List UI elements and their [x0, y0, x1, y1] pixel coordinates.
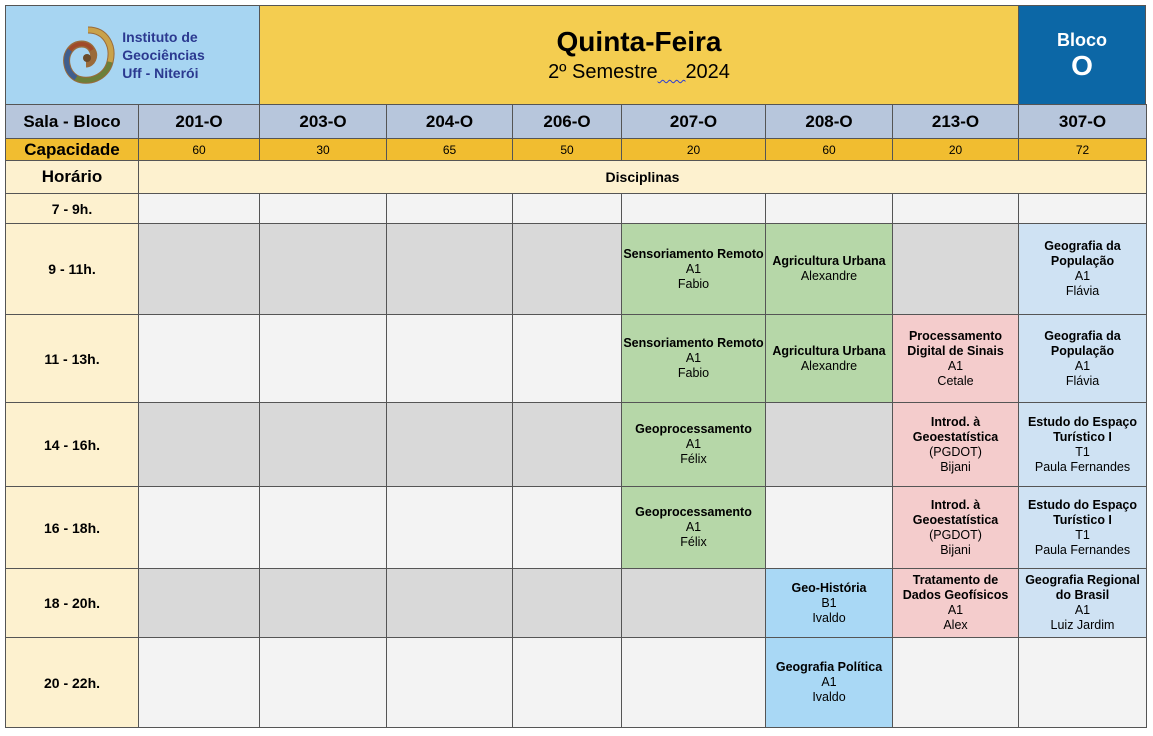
course-group: A1: [947, 603, 964, 617]
time-slot-label: [6, 487, 139, 569]
class-slot: [766, 315, 893, 403]
empty-slot: [260, 224, 387, 315]
course-teacher: Félix: [680, 535, 707, 549]
course-title: Geoprocessamento: [635, 422, 752, 436]
table-row: [6, 224, 1147, 315]
empty-slot: [260, 569, 387, 638]
class-slot: [1019, 487, 1147, 569]
empty-slot: [513, 403, 622, 487]
time-slot-text: 9 - 11h.: [48, 261, 96, 277]
class-slot: [893, 569, 1019, 638]
course-group: A1: [947, 358, 964, 373]
class-slot: [622, 487, 766, 569]
empty-slot: [1019, 638, 1147, 728]
course-title: Geografia Política: [775, 660, 883, 674]
class-slot: [766, 638, 893, 728]
class-slot: [1019, 224, 1147, 315]
table-row: [6, 638, 1147, 728]
course-group: B1: [821, 595, 837, 610]
capacity-value: 60: [766, 139, 893, 161]
title-area: [260, 6, 1018, 104]
course-title: Geo-História: [791, 580, 867, 595]
capacity-label: Capacidade: [6, 139, 139, 161]
course-teacher: Luiz Jardim: [1050, 618, 1115, 632]
capacity-value: 20: [622, 139, 766, 161]
semester-gap: [658, 61, 686, 83]
table-row: [6, 403, 1147, 487]
course-title: Sensoriamento Remoto: [623, 246, 764, 261]
empty-slot: [513, 487, 622, 569]
table-row: [6, 569, 1147, 638]
empty-slot: [260, 638, 387, 728]
time-slot-label: [6, 194, 139, 224]
time-slot-text: 11 - 13h.: [44, 350, 100, 367]
course-teacher: Flávia: [1065, 284, 1100, 298]
course-group: A1: [685, 261, 702, 276]
empty-slot: [260, 403, 387, 487]
course-teacher: Paula Fernandes: [1034, 542, 1131, 557]
course-teacher: Paula Fernandes: [1034, 459, 1131, 474]
room-header: 208-O: [766, 105, 893, 139]
class-slot: [893, 315, 1019, 403]
empty-slot: [387, 224, 513, 315]
room-header: 207-O: [622, 105, 766, 139]
empty-slot: [139, 315, 260, 403]
course-group: (PGDOT): [929, 444, 982, 459]
logo-line-2: Geociências: [122, 47, 205, 63]
class-slot: [1019, 569, 1147, 638]
capacity-value: 30: [260, 139, 387, 161]
empty-slot: [139, 638, 260, 728]
empty-slot: [387, 638, 513, 728]
time-slot-label: [6, 638, 139, 728]
empty-slot: [766, 403, 893, 487]
capacity-row: [6, 139, 1147, 161]
class-slot: [766, 569, 893, 638]
room-header: 203-O: [260, 105, 387, 139]
course-group: T1: [1075, 527, 1090, 542]
course-group: T1: [1075, 444, 1090, 459]
room-header: 307-O: [1019, 105, 1147, 139]
course-title: Agricultura Urbana: [772, 343, 886, 358]
bloco-letter: O: [1071, 50, 1093, 81]
semester-subtitle: [548, 59, 730, 85]
table-row: [6, 315, 1147, 403]
time-slot-text: 20 - 22h.: [43, 674, 101, 691]
empty-slot: [260, 315, 387, 403]
capacity-value: 60: [139, 139, 260, 161]
course-title: Geografia Regional do Brasil: [1025, 573, 1140, 602]
class-slot: [893, 403, 1019, 487]
empty-slot: [622, 638, 766, 728]
course-title: Tratamento de Dados Geofísicos: [902, 573, 1009, 602]
course-group: A1: [1074, 603, 1091, 617]
course-teacher: Alex: [943, 618, 968, 632]
course-title: Sensoriamento Remoto: [623, 336, 764, 350]
room-header: 201-O: [139, 105, 260, 139]
empty-slot: [139, 403, 260, 487]
empty-slot: [260, 194, 387, 224]
empty-slot: [387, 403, 513, 487]
course-teacher: Fabio: [677, 276, 710, 291]
course-title: Estudo do Espaço Turístico I: [1027, 497, 1138, 527]
bloco-label: Bloco: [1056, 30, 1107, 50]
course-title: Introd. à Geoestatística: [912, 497, 999, 527]
course-group: A1: [685, 437, 702, 451]
empty-slot: [1019, 194, 1147, 224]
empty-slot: [513, 638, 622, 728]
capacity-value: 65: [387, 139, 513, 161]
room-header: 204-O: [387, 105, 513, 139]
empty-slot: [139, 487, 260, 569]
room-header-row: [6, 105, 1147, 139]
course-group: A1: [685, 351, 702, 365]
logo-line-1: Instituto de: [122, 29, 198, 45]
empty-slot: [387, 315, 513, 403]
empty-slot: [513, 315, 622, 403]
course-teacher: Alexandre: [800, 358, 858, 373]
empty-slot: [766, 487, 893, 569]
empty-slot: [387, 487, 513, 569]
course-title: Geografia da População: [1044, 328, 1121, 358]
time-slot-label: [6, 224, 139, 315]
course-title: Geografia da População: [1044, 239, 1121, 268]
class-slot: [622, 224, 766, 315]
time-slot-label: [6, 569, 139, 638]
logo-line-3: Uff - Niterói: [122, 65, 199, 81]
empty-slot: [622, 569, 766, 638]
empty-slot: [893, 224, 1019, 315]
semester-prefix: 2º Semestre: [548, 61, 658, 83]
course-title: Agricultura Urbana: [772, 254, 886, 268]
empty-slot: [260, 487, 387, 569]
ammonite-logo-icon: [60, 22, 116, 88]
course-teacher: Cetale: [937, 373, 974, 388]
course-teacher: Alexandre: [800, 269, 858, 283]
room-header-label: Sala - Bloco: [6, 105, 139, 139]
schedule-table: [5, 104, 1147, 728]
empty-slot: [139, 569, 260, 638]
course-teacher: Fabio: [677, 366, 710, 380]
time-slot-label: [6, 403, 139, 487]
empty-slot: [622, 194, 766, 224]
room-header: 206-O: [513, 105, 622, 139]
time-slot-text: 16 - 18h.: [43, 519, 101, 536]
course-title: Processamento Digital de Sinais: [907, 328, 1004, 358]
empty-slot: [387, 194, 513, 224]
room-header: 213-O: [893, 105, 1019, 139]
course-teacher: Flávia: [1065, 373, 1100, 388]
course-teacher: Ivaldo: [812, 690, 846, 704]
time-column-label: Horário: [6, 161, 139, 194]
class-slot: [766, 224, 893, 315]
time-slot-text: 7 - 9h.: [51, 200, 93, 217]
empty-slot: [513, 194, 622, 224]
empty-slot: [766, 194, 893, 224]
course-teacher: Ivaldo: [812, 610, 846, 625]
course-title: Introd. à Geoestatística: [912, 414, 999, 444]
empty-slot: [893, 638, 1019, 728]
empty-slot: [387, 569, 513, 638]
empty-slot: [513, 224, 622, 315]
time-slot-text: 14 - 16h.: [43, 436, 101, 453]
course-teacher: Bijani: [940, 459, 971, 474]
course-group: A1: [685, 520, 702, 534]
bloco-badge: [1018, 6, 1145, 104]
course-title: Geoprocessamento: [635, 505, 752, 519]
capacity-value: 72: [1019, 139, 1147, 161]
page-title: Quinta-Feira: [556, 26, 722, 57]
course-group: A1: [1074, 358, 1091, 373]
semester-year: 2024: [685, 61, 730, 83]
empty-slot: [513, 569, 622, 638]
header: [5, 5, 1146, 105]
class-slot: [622, 403, 766, 487]
time-slot-text: 18 - 20h.: [43, 595, 101, 611]
class-slot: [1019, 315, 1147, 403]
table-row: [6, 194, 1147, 224]
logo: [6, 6, 260, 104]
capacity-value: 50: [513, 139, 622, 161]
time-slot-label: [6, 315, 139, 403]
section-header-row: [6, 161, 1147, 194]
course-teacher: Bijani: [940, 542, 971, 557]
course-group: A1: [821, 675, 837, 689]
empty-slot: [893, 194, 1019, 224]
class-slot: [1019, 403, 1147, 487]
class-slot: [622, 315, 766, 403]
disciplines-label: Disciplinas: [139, 161, 1147, 194]
course-teacher: Félix: [680, 452, 707, 466]
empty-slot: [139, 194, 260, 224]
table-row: [6, 487, 1147, 569]
course-group: A1: [1074, 269, 1091, 283]
course-title: Estudo do Espaço Turístico I: [1027, 414, 1138, 444]
course-group: (PGDOT): [929, 527, 982, 542]
capacity-value: 20: [893, 139, 1019, 161]
class-slot: [893, 487, 1019, 569]
empty-slot: [139, 224, 260, 315]
